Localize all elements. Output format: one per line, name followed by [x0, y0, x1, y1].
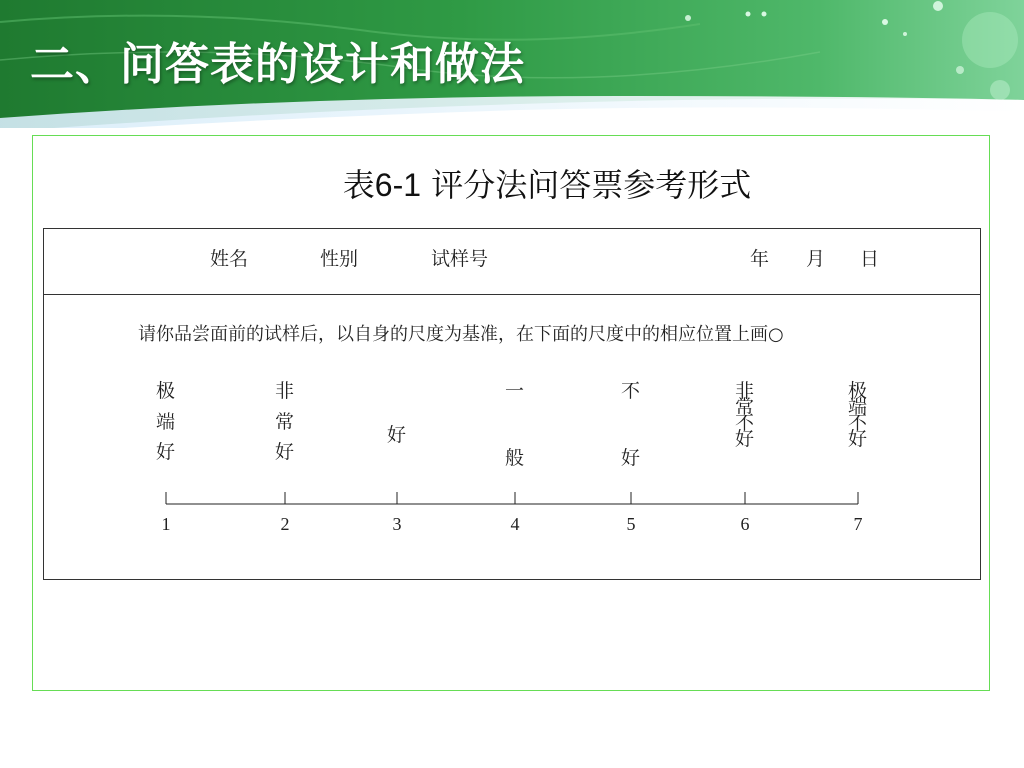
scale-number-7: 7: [853, 514, 863, 534]
scale-label-2-char: 非: [275, 380, 295, 402]
field-sample-number: 试样号: [431, 248, 489, 270]
scale-label-6-char: 常: [735, 396, 755, 418]
caption-number: 6-1: [374, 167, 422, 203]
field-gender: 性别: [320, 248, 359, 270]
caption-prefix: 表: [342, 166, 375, 204]
scale-number-5: 5: [626, 514, 636, 534]
scale-label-3-char: 好: [387, 424, 407, 446]
scale-label-5-char: 好: [621, 447, 641, 469]
scale-label-2-char: 常: [275, 410, 295, 433]
scale-label-2-char: 好: [275, 441, 295, 463]
scale-label-1-char: 端: [156, 410, 176, 433]
scale-label-6-char: 非: [735, 380, 755, 402]
field-year: 年: [750, 248, 770, 270]
scale-number-4: 4: [510, 514, 520, 534]
scale-number-2: 2: [280, 514, 290, 534]
scale-number-3: 3: [392, 514, 402, 534]
scale-label-4-char: 般: [505, 447, 525, 469]
instruction-text: 请你品尝面前的试样后，以自身的尺度为基准，在下面的尺度中的相应位置上画○: [138, 324, 784, 345]
scale-number-6: 6: [740, 514, 750, 534]
scale-label-6-char: 好: [735, 428, 755, 450]
scale-number-1: 1: [161, 514, 171, 534]
scale-ticks: [166, 492, 858, 504]
field-name: 姓名: [210, 248, 249, 270]
scale-label-7-char: 端: [848, 396, 868, 418]
field-month: 月: [806, 248, 826, 270]
field-day: 日: [860, 248, 880, 270]
scale-label-7-char: 极: [848, 380, 868, 402]
scale-label-4-char: 一: [505, 380, 525, 402]
scale-label-1-char: 极: [156, 380, 176, 402]
scale-label-5-char: 不: [621, 380, 641, 402]
slide-title: 二、问答表的设计和做法: [30, 39, 525, 90]
scale-label-6-char: 不: [735, 412, 755, 434]
caption-text: 评分法问答票参考形式: [421, 166, 752, 204]
scale-label-7-char: 不: [848, 412, 868, 434]
scale-label-1-char: 好: [156, 441, 176, 463]
scale-label-7-char: 好: [848, 428, 868, 450]
